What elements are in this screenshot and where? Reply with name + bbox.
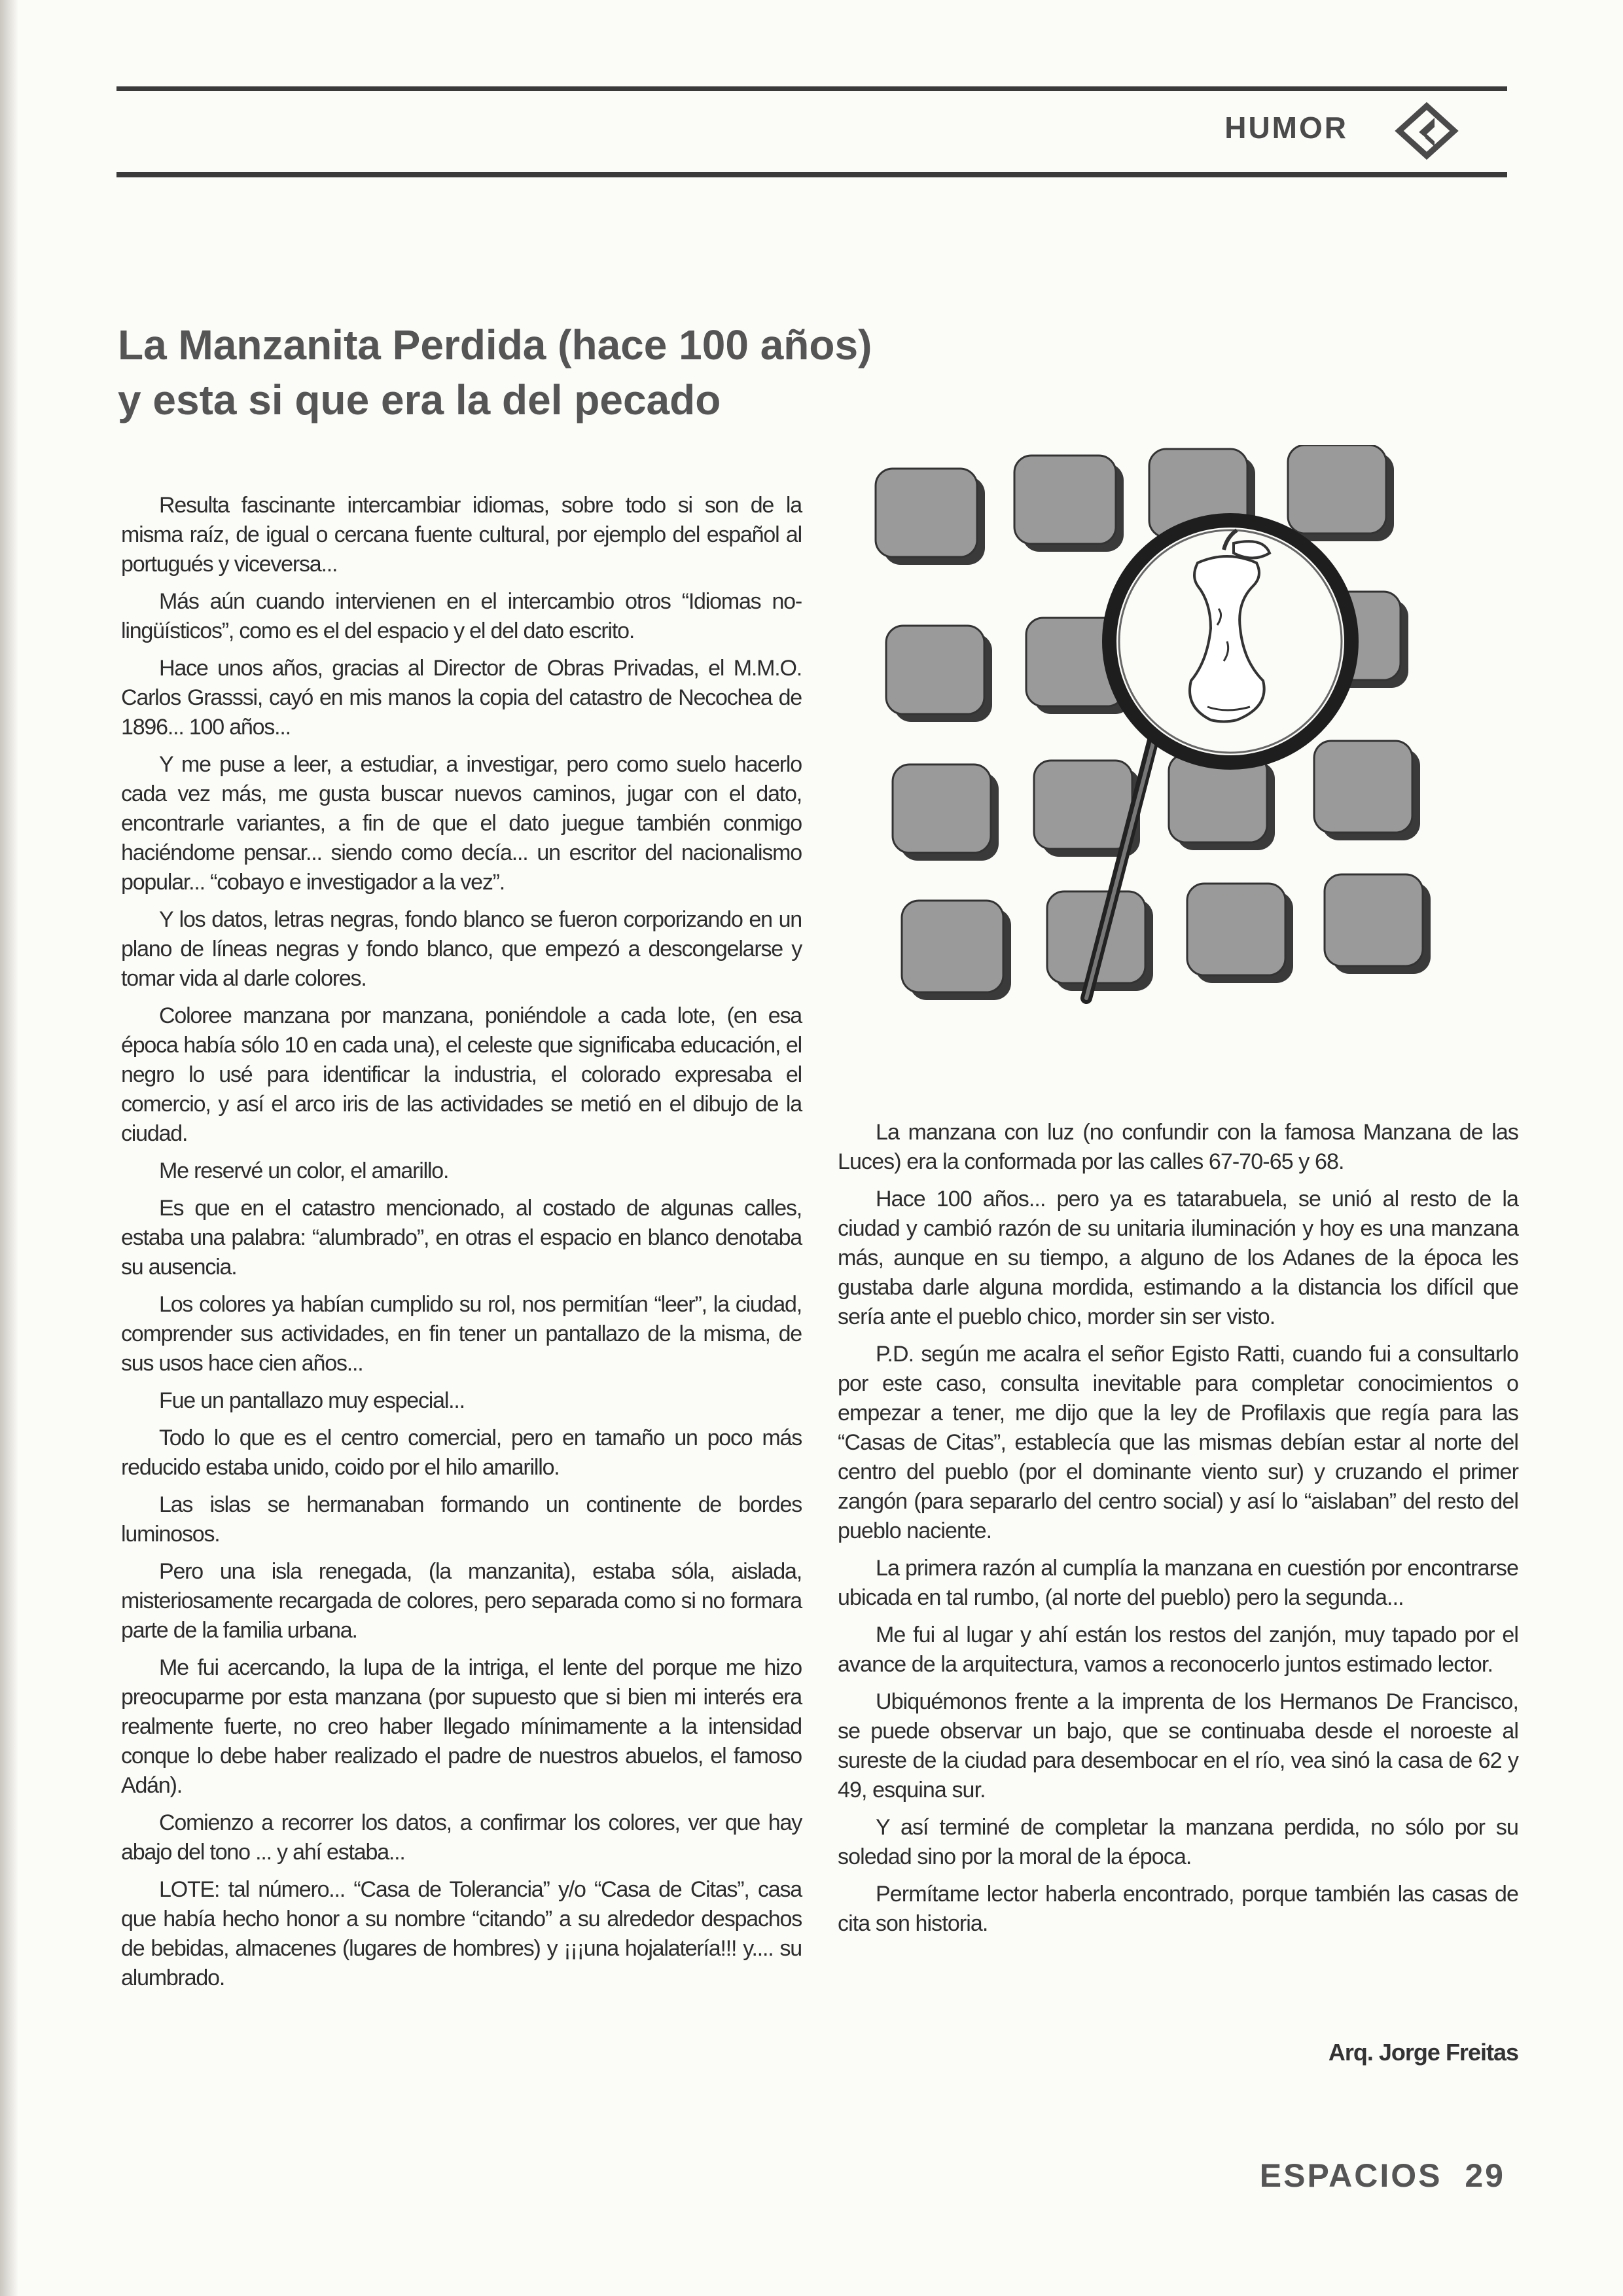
page-footer — [1165, 2157, 1505, 2195]
paragraph: Es que en el catastro mencionado, al costado de algunas calles, estaba una palabra: “alumbrado”, en otras el espacio en blanco denotaba su ausencia. — [121, 1196, 802, 1280]
magazine-name: ESPACIOS — [1259, 2157, 1442, 2194]
paragraph: LOTE: tal número... “Casa de Tolerancia” y/o “Casa de Citas”, casa que había hecho honor a su nombre “citando” a su alrededor despachos de bebidas, almacenes (lugares de hombres) y ¡¡¡una hojalatería!!! y.... su alumbrado. — [121, 1877, 802, 1990]
block-icon — [1314, 741, 1420, 840]
title-line-1: La Manzanita Perdida (hace 100 años) — [118, 321, 872, 368]
paragraph: Me fui al lugar y ahí están los restos del zanjón, muy tapado por el avance de la arquitectura, vamos a reconocerlo juntos estimado lector. — [838, 1623, 1518, 1677]
block-icon — [886, 626, 992, 722]
paragraph: La manzana con luz (no confundir con la famosa Manzana de las Luces) era la conformada por las calles 67-70-65 y 68. — [838, 1120, 1518, 1174]
page-binding-shadow — [0, 0, 18, 2296]
paragraph: Ubiquémonos frente a la imprenta de los Hermanos De Francisco, se puede observar un bajo, que se continuaba desde el noroeste al sureste de la ciudad para desembocar en el río, vea sinó la casa de 62 y 49, esquina sur. — [838, 1689, 1518, 1803]
article-title — [118, 317, 1034, 427]
paragraph: Y así terminé de completar la manzana perdida, no sólo por su soledad sino por la moral de la época. — [838, 1815, 1518, 1869]
paragraph: Me fui acercando, la lupa de la intriga, el lente del porque me hizo preocuparme por esta manzana (por supuesto que si bien mi interés era realmente fuerte, no creo haber llegado mínimamente a la intensidad conque lo debe haber realizado el padre de nuestros abuelos, el famoso Adán). — [121, 1655, 802, 1798]
right-column — [838, 1118, 1518, 1946]
paragraph: Las islas se hermanaban formando un continente de bordes luminosos. — [121, 1492, 802, 1547]
section-label: HUMOR — [1224, 111, 1348, 145]
espacios-logo-icon — [1394, 98, 1459, 164]
left-column — [121, 491, 802, 2001]
paragraph: Los colores ya habían cumplido su rol, nos permitían “leer”, la ciudad, comprender sus actividades, en fin tener un pantallazo de la misma, de sus usos hace cien años... — [121, 1292, 802, 1376]
paragraph: Coloree manzana por manzana, poniéndole a cada lote, (en esa época había sólo 10 en cada una), el celeste que significaba educación, el negro lo usé para identificar la industria, el colorado expresaba el comercio, y así el arco iris de las actividades se metió en el dibujo de la ciudad. — [121, 1003, 802, 1146]
block-icon — [1187, 884, 1293, 983]
title-line-2: y esta si que era la del pecado — [118, 376, 721, 423]
block-icon — [893, 764, 999, 861]
city-blocks-magnifier-illustration — [870, 445, 1459, 1028]
paragraph: Hace 100 años... pero ya es tatarabuela, se unió al resto de la ciudad y cambió razón de su unitaria iluminación y hoy es una manzana más, aunque en su tiempo, a alguno de los Adanes de la época les gustaba darle alguna mordida, estimando a la distancia los difícil que sería ante el pueblo chico, morder sin ser visto. — [838, 1187, 1518, 1329]
paragraph: Resulta fascinante intercambiar idiomas, sobre todo si son de la misma raíz, de igual o cercana fuente cultural, por ejemplo del español al portugués y viceversa... — [121, 493, 802, 577]
paragraph: Fue un pantallazo muy especial... — [159, 1388, 465, 1413]
paragraph: Comienzo a recorrer los datos, a confirmar los colores, ver que hay abajo del tono ... y ahí estaba... — [121, 1810, 802, 1865]
paragraph: Y los datos, letras negras, fondo blanco se fueron corporizando en un plano de líneas negras y fondo blanco, que empezó a descongelarse y tomar vida al darle colores. — [121, 907, 802, 991]
header-rule-top — [116, 86, 1507, 91]
paragraph: Me reservé un color, el amarillo. — [159, 1158, 449, 1183]
paragraph: Pero una isla renegada, (la manzanita), estaba sóla, aislada, misteriosamente recargada de colores, pero separada como si no formara parte de la familia urbana. — [121, 1559, 802, 1643]
paragraph: Todo lo que es el centro comercial, pero en tamaño un poco más reducido estaba unido, coido por el hilo amarillo. — [121, 1426, 802, 1480]
block-icon — [1288, 445, 1394, 541]
block-icon — [876, 469, 985, 565]
paragraph: La primera razón al cumplía la manzana en cuestión por encontrarse ubicada en tal rumbo, (al norte del pueblo) pero la segunda... — [838, 1556, 1518, 1610]
paragraph: Hace unos años, gracias al Director de Obras Privadas, el M.M.O. Carlos Grasssi, cayó en mis manos la copia del catastro de Necochea de 1896... 100 años... — [121, 656, 802, 740]
paragraph: P.D. según me acalra el señor Egisto Ratti, cuando fui a consultarlo por este caso, consulta inevitable para completar conocimientos o empezar a tener, me dijo que la ley de Profilaxis que regía para las “Casas de Citas”, establecía que las mismas debían estar al norte del centro del pueblo (por el dominante viento sur) y cruzando el primer zangón (para separarlo del centro social) y así lo “aislaban” del resto del pueblo naciente. — [838, 1342, 1518, 1543]
block-icon — [1014, 456, 1124, 552]
author-signature: Arq. Jorge Freitas — [1328, 2039, 1518, 2066]
header-rule-bottom — [116, 172, 1507, 177]
paragraph: Permítame lector haberla encontrado, porque también las casas de cita son historia. — [838, 1882, 1518, 1936]
page-number: 29 — [1465, 2157, 1505, 2194]
paragraph: Más aún cuando intervienen en el intercambio otros “Idiomas no-lingüísticos”, como es el del espacio y el del dato escrito. — [121, 589, 802, 643]
paragraph: Y me puse a leer, a estudiar, a investigar, pero como suelo hacerlo cada vez más, me gusta buscar nuevos caminos, jugar con el dato, encontrarle variantes, a fin de que el dato juegue también conmigo haciéndome pensar... siendo como decía... un escritor del nacionalismo popular... “cobayo e investigador a la vez”. — [121, 752, 802, 895]
block-icon — [1325, 874, 1431, 974]
block-icon — [902, 901, 1011, 1000]
